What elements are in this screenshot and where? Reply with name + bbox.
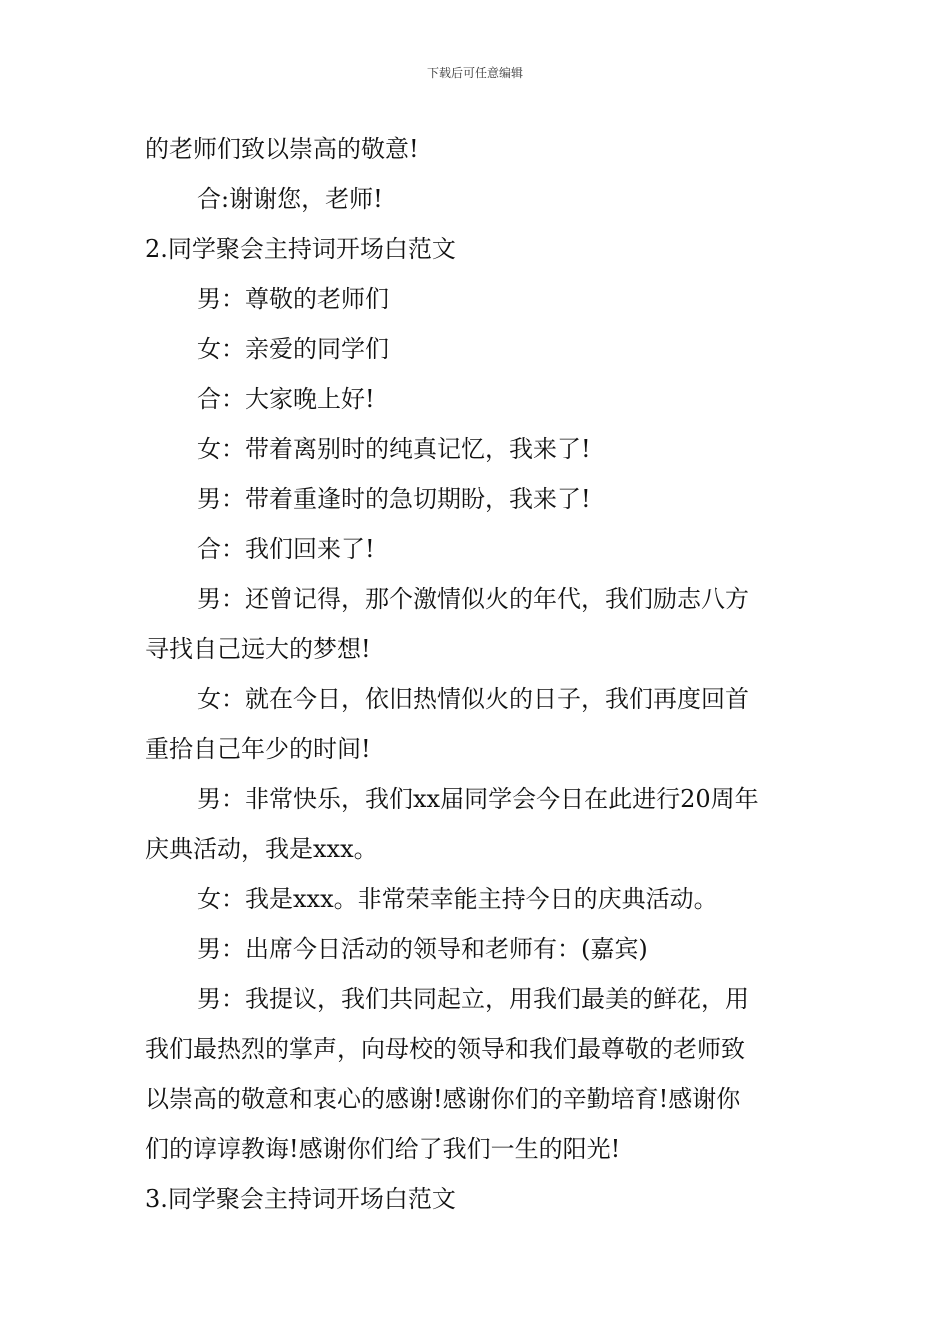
text-line: 女：亲爱的同学们	[197, 335, 389, 363]
text-line: 们的谆谆教诲!感谢你们给了我们一生的阳光!	[145, 1135, 621, 1163]
text-line: 3.同学聚会主持词开场白范文	[145, 1185, 456, 1213]
text-line: 以崇高的敬意和衷心的感谢!感谢你们的辛勤培育!感谢你	[145, 1085, 741, 1113]
text-line: 庆典活动，我是xxx。	[145, 835, 378, 863]
text-line: 男：我提议，我们共同起立，用我们最美的鲜花，用	[197, 985, 749, 1013]
page-header: 下载后可任意编辑	[426, 66, 523, 80]
text-line: 2.同学聚会主持词开场白范文	[145, 235, 456, 263]
text-line: 男：非常快乐，我们xx届同学会今日在此进行20周年	[197, 785, 759, 813]
text-line: 我们最热烈的掌声，向母校的领导和我们最尊敬的老师致	[145, 1035, 745, 1063]
text-line: 男：尊敬的老师们	[197, 285, 389, 313]
text-line: 男：出席今日活动的领导和老师有：(嘉宾)	[197, 935, 648, 963]
document-body	[145, 124, 815, 1224]
text-line: 合：我们回来了!	[197, 535, 375, 563]
text-line: 合:谢谢您，老师!	[197, 185, 383, 213]
text-line: 女：就在今日，依旧热情似火的日子，我们再度回首	[197, 685, 749, 713]
text-line: 的老师们致以崇高的敬意!	[145, 135, 419, 163]
text-line: 男：带着重逢时的急切期盼，我来了!	[197, 485, 591, 513]
text-line: 女：带着离别时的纯真记忆，我来了!	[197, 435, 591, 463]
text-line: 女：我是xxx。非常荣幸能主持今日的庆典活动。	[197, 885, 718, 913]
text-line: 男：还曾记得，那个激情似火的年代，我们励志八方	[197, 585, 749, 613]
text-line: 寻找自己远大的梦想!	[145, 635, 371, 663]
text-line: 重拾自己年少的时间!	[145, 735, 371, 763]
text-line: 合：大家晚上好!	[197, 385, 375, 413]
